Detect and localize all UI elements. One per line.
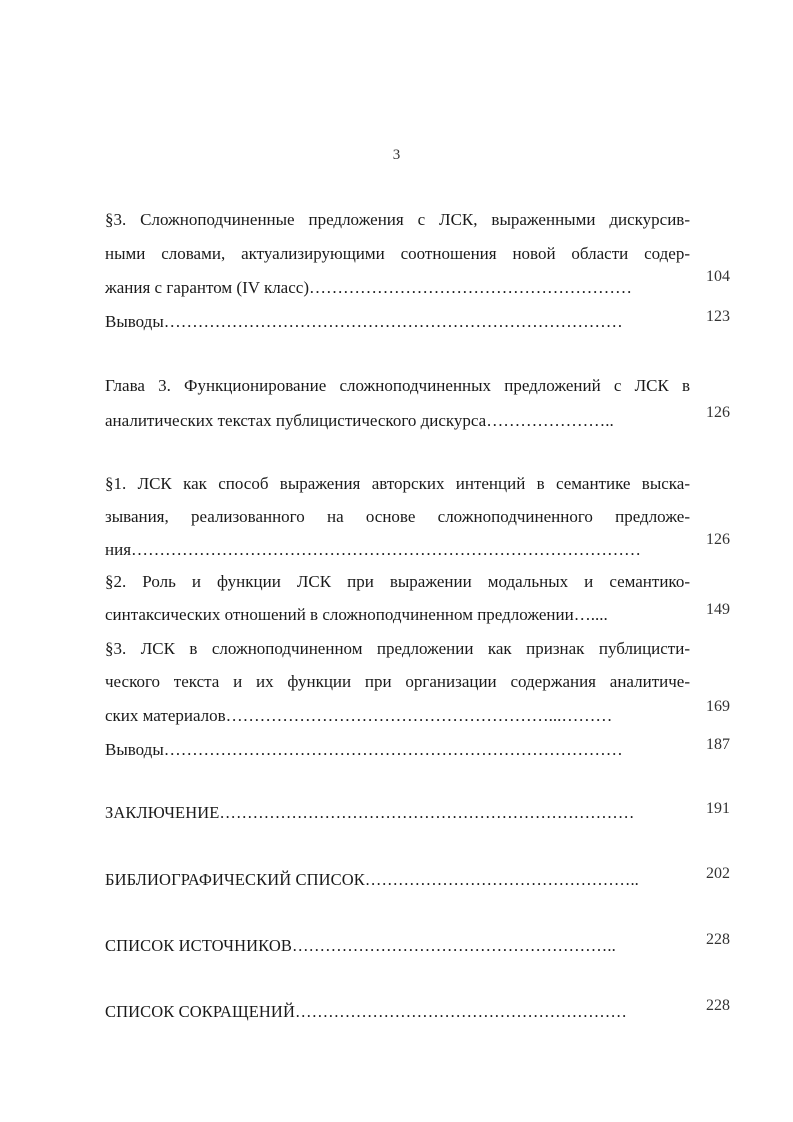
toc-sources: СПИСОК ИСТОЧНИКОВ…………………………………………………..: [105, 936, 616, 955]
toc-section2-ch3-line2: синтаксических отношений в сложноподчиненном предложении…....: [105, 605, 608, 624]
toc-abbreviations: СПИСОК СОКРАЩЕНИЙ……………………………………………………: [105, 1002, 627, 1021]
toc-section1-ch3-page: 126: [706, 531, 730, 548]
toc-section1-ch3-line2: зывания, реализованного на основе сложноподчиненного предложе-: [105, 507, 690, 526]
toc-section1-ch3-line3: ния………………………………………………………………………………: [105, 540, 642, 559]
toc-conclusion: ЗАКЛЮЧЕНИЕ…………………………………………………………………: [105, 803, 635, 822]
toc-section3-ch2-line2: ными словами, актуализирующими соотношения новой области содер-: [105, 244, 690, 263]
toc-conclusions-ch3: Выводы………………………………………………………………………: [105, 740, 623, 759]
toc-section3-ch3-line2: ческого текста и их функции при организации содержания аналитиче-: [105, 672, 690, 691]
toc-abbreviations-page: 228: [706, 997, 730, 1014]
toc-conclusions-ch3-page: 187: [706, 736, 730, 753]
toc-section3-ch3-page: 169: [706, 698, 730, 715]
toc-sources-page: 228: [706, 931, 730, 948]
toc-section2-ch3-page: 149: [706, 601, 730, 618]
toc-section3-ch3-line3: ских материалов…………………………………………………...………: [105, 706, 613, 725]
toc-section3-ch2-line3: жания с гарантом (IV класс)…………………………………………………: [105, 278, 632, 297]
toc-chapter3-line1: Глава 3. Функционирование сложноподчиненных предложений с ЛСК в: [105, 376, 690, 395]
toc-bibliography: БИБЛИОГРАФИЧЕСКИЙ СПИСОК…………………………………………..: [105, 870, 639, 889]
toc-bibliography-page: 202: [706, 865, 730, 882]
toc-section2-ch3-line1: §2. Роль и функции ЛСК при выражении модальных и семантико-: [105, 572, 690, 591]
toc-section1-ch3-line1: §1. ЛСК как способ выражения авторских интенций в семантике выска-: [105, 474, 690, 493]
toc-conclusion-page: 191: [706, 800, 730, 817]
toc-chapter3-line2: аналитических текстах публицистического дискурса…………………..: [105, 411, 614, 430]
toc-section3-ch2-page: 104: [706, 268, 730, 285]
toc-conclusions-ch2: Выводы………………………………………………………………………: [105, 312, 623, 331]
toc-chapter3-page: 126: [706, 404, 730, 421]
toc-section3-ch3-line1: §3. ЛСК в сложноподчиненном предложении как признак публицисти-: [105, 639, 690, 658]
toc-conclusions-ch2-page: 123: [706, 308, 730, 325]
page-number: 3: [392, 147, 401, 163]
toc-section3-ch2-line1: §3. Сложноподчиненные предложения с ЛСК, выраженными дискурсив-: [105, 210, 690, 229]
